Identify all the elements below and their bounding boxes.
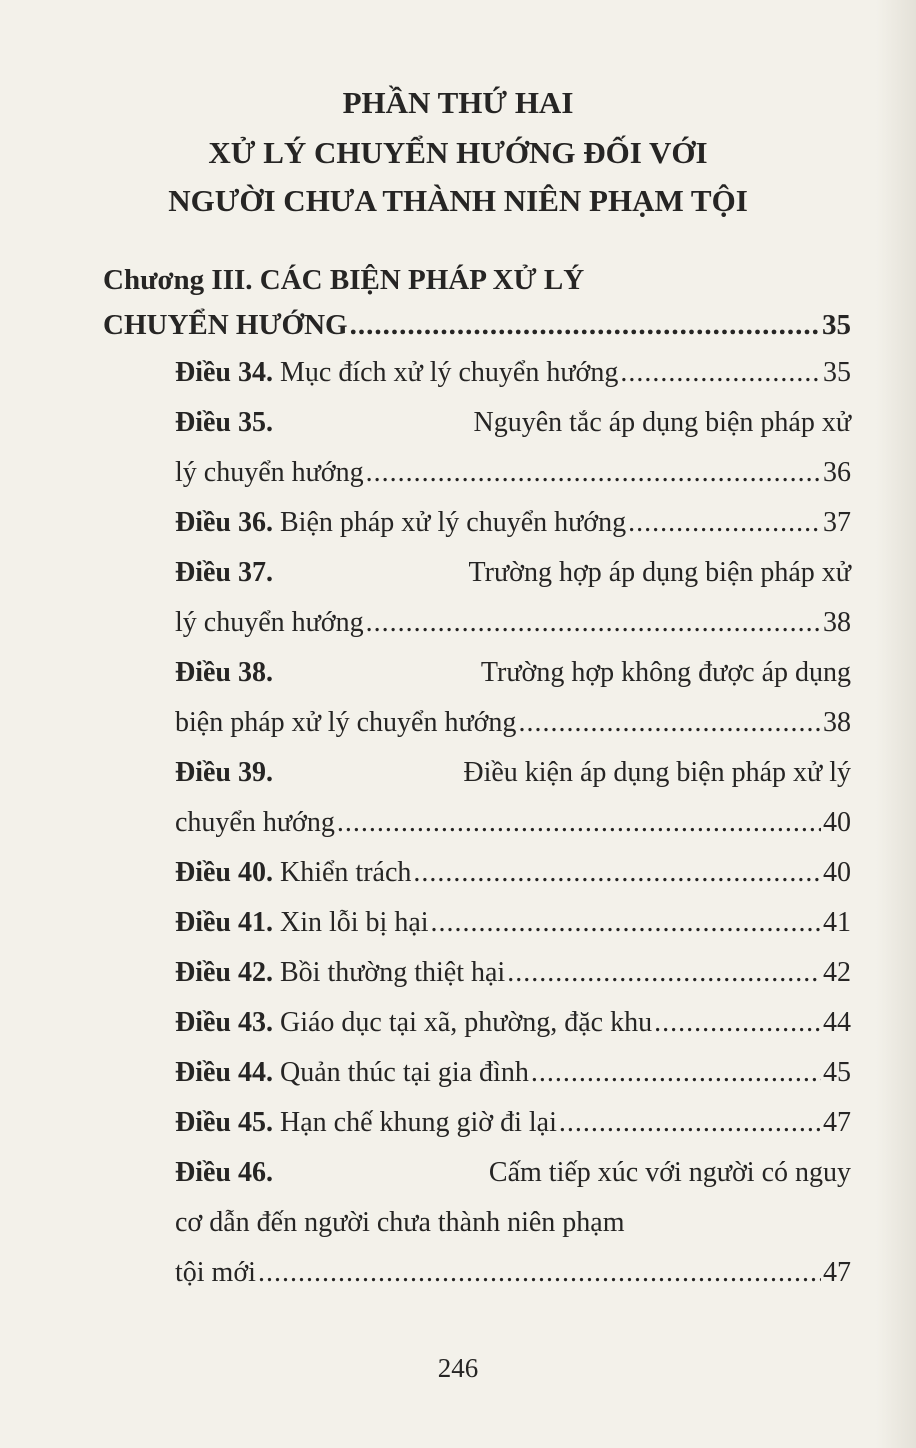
dot-leader [654,998,821,1048]
article-page: 42 [823,957,851,988]
article-label: Điều 46. [175,1157,273,1188]
article-page: 36 [823,457,851,488]
article-title-text: Điều kiện áp dụng biện pháp xử lý [463,757,851,788]
article-label: Điều 37. [175,557,273,588]
page-number: 246 [437,1353,479,1383]
toc-entry-line [175,1148,851,1198]
table-of-contents [175,348,851,1298]
toc-entry-line [175,748,851,798]
article-label: Điều 42. [175,957,273,988]
toc-entry-line [175,648,851,698]
toc-entry-line [175,548,851,598]
toc-entry [175,1098,851,1148]
toc-entry-line [175,398,851,448]
article-title-text: lý chuyển hướng [175,457,364,488]
toc-entry-line [175,1098,851,1148]
dot-leader [258,1248,821,1298]
chapter-heading-line-1: Chương III. CÁC BIỆN PHÁP XỬ LÝ [103,264,585,296]
toc-entry [175,348,851,398]
dot-leader [531,1048,821,1098]
article-page: 45 [823,1057,851,1088]
toc-entry [175,548,851,648]
article-label: Điều 45. [175,1107,273,1138]
toc-entry [175,398,851,498]
part-subtitle-line-1: XỬ LÝ CHUYỂN HƯỚNG ĐỐI VỚI [208,135,708,170]
article-label: Điều 38. [175,657,273,688]
article-title-text: Trường hợp áp dụng biện pháp xử [468,557,851,588]
part-subtitle-line-2: NGƯỜI CHƯA THÀNH NIÊN PHẠM TỘI [168,183,748,218]
toc-entry-line [175,948,851,998]
article-title-text: biện pháp xử lý chuyển hướng [175,707,517,738]
toc-entry [175,998,851,1048]
dot-leader [559,1098,821,1148]
article-label: Điều 35. [175,407,273,438]
toc-entry-line [175,1048,851,1098]
toc-entry-line [175,448,851,498]
toc-entry-line [175,498,851,548]
article-title-text: Giáo dục tại xã, phường, đặc khu [280,1007,653,1038]
toc-entry [175,748,851,848]
toc-entry [175,498,851,548]
dot-leader [507,948,821,998]
dot-leader [366,598,821,648]
article-label: Điều 43. [175,1007,273,1038]
chapter-page: 35 [822,309,851,341]
toc-entry-line [175,1248,851,1298]
dot-leader [628,498,821,548]
toc-entry [175,1048,851,1098]
dot-leader [413,848,821,898]
toc-entry-line [175,998,851,1048]
article-label: Điều 44. [175,1057,273,1088]
article-title-text: Biện pháp xử lý chuyển hướng [280,507,627,538]
toc-entry-line [175,698,851,748]
article-title-text: lý chuyển hướng [175,607,364,638]
dot-leader [431,898,821,948]
article-title-text: Hạn chế khung giờ đi lại [280,1107,557,1138]
article-title-text: Nguyên tắc áp dụng biện pháp xử [473,407,851,438]
article-title-text: Cấm tiếp xúc với người có nguy [488,1157,851,1188]
toc-entry [175,898,851,948]
article-title-text: cơ dẫn đến người chưa thành niên phạm [175,1207,625,1238]
toc-entry-line [175,598,851,648]
article-title-text: Mục đích xử lý chuyển hướng [280,357,619,388]
article-page: 35 [823,357,851,388]
article-label: Điều 40. [175,857,273,888]
article-label: Điều 36. [175,507,273,538]
article-page: 44 [823,1007,851,1038]
article-title-text: tội mới [175,1257,256,1288]
toc-entry [175,848,851,898]
toc-entry-line [175,348,851,398]
article-page: 37 [823,507,851,538]
part-title: PHẦN THỨ HAI [342,85,574,120]
dot-leader [350,303,820,348]
article-page: 38 [823,707,851,738]
article-title-text: Bồi thường thiệt hại [280,957,506,988]
article-label: Điều 39. [175,757,273,788]
chapter-heading-line-2 [103,303,851,348]
dot-leader [337,798,821,848]
article-title-text: Khiển trách [280,857,412,888]
article-page: 40 [823,807,851,838]
article-page: 40 [823,857,851,888]
article-title-text: Xin lỗi bị hại [280,907,429,938]
article-label: Điều 34. [175,357,273,388]
article-page: 41 [823,907,851,938]
article-label: Điều 41. [175,907,273,938]
article-page: 47 [823,1257,851,1288]
toc-entry-line [175,798,851,848]
toc-entry [175,648,851,748]
dot-leader [620,348,821,398]
toc-entry [175,1148,851,1298]
article-title-text: Quản thúc tại gia đình [280,1057,529,1088]
toc-entry-line [175,898,851,948]
toc-entry-line [175,1198,851,1248]
toc-entry [175,948,851,998]
chapter-heading-text: CHUYỂN HƯỚNG [103,309,348,341]
dot-leader [518,698,821,748]
article-title-text: chuyển hướng [175,807,335,838]
toc-entry-line [175,848,851,898]
dot-leader [366,448,821,498]
article-page: 38 [823,607,851,638]
article-title-text: Trường hợp không được áp dụng [480,657,851,688]
article-page: 47 [823,1107,851,1138]
